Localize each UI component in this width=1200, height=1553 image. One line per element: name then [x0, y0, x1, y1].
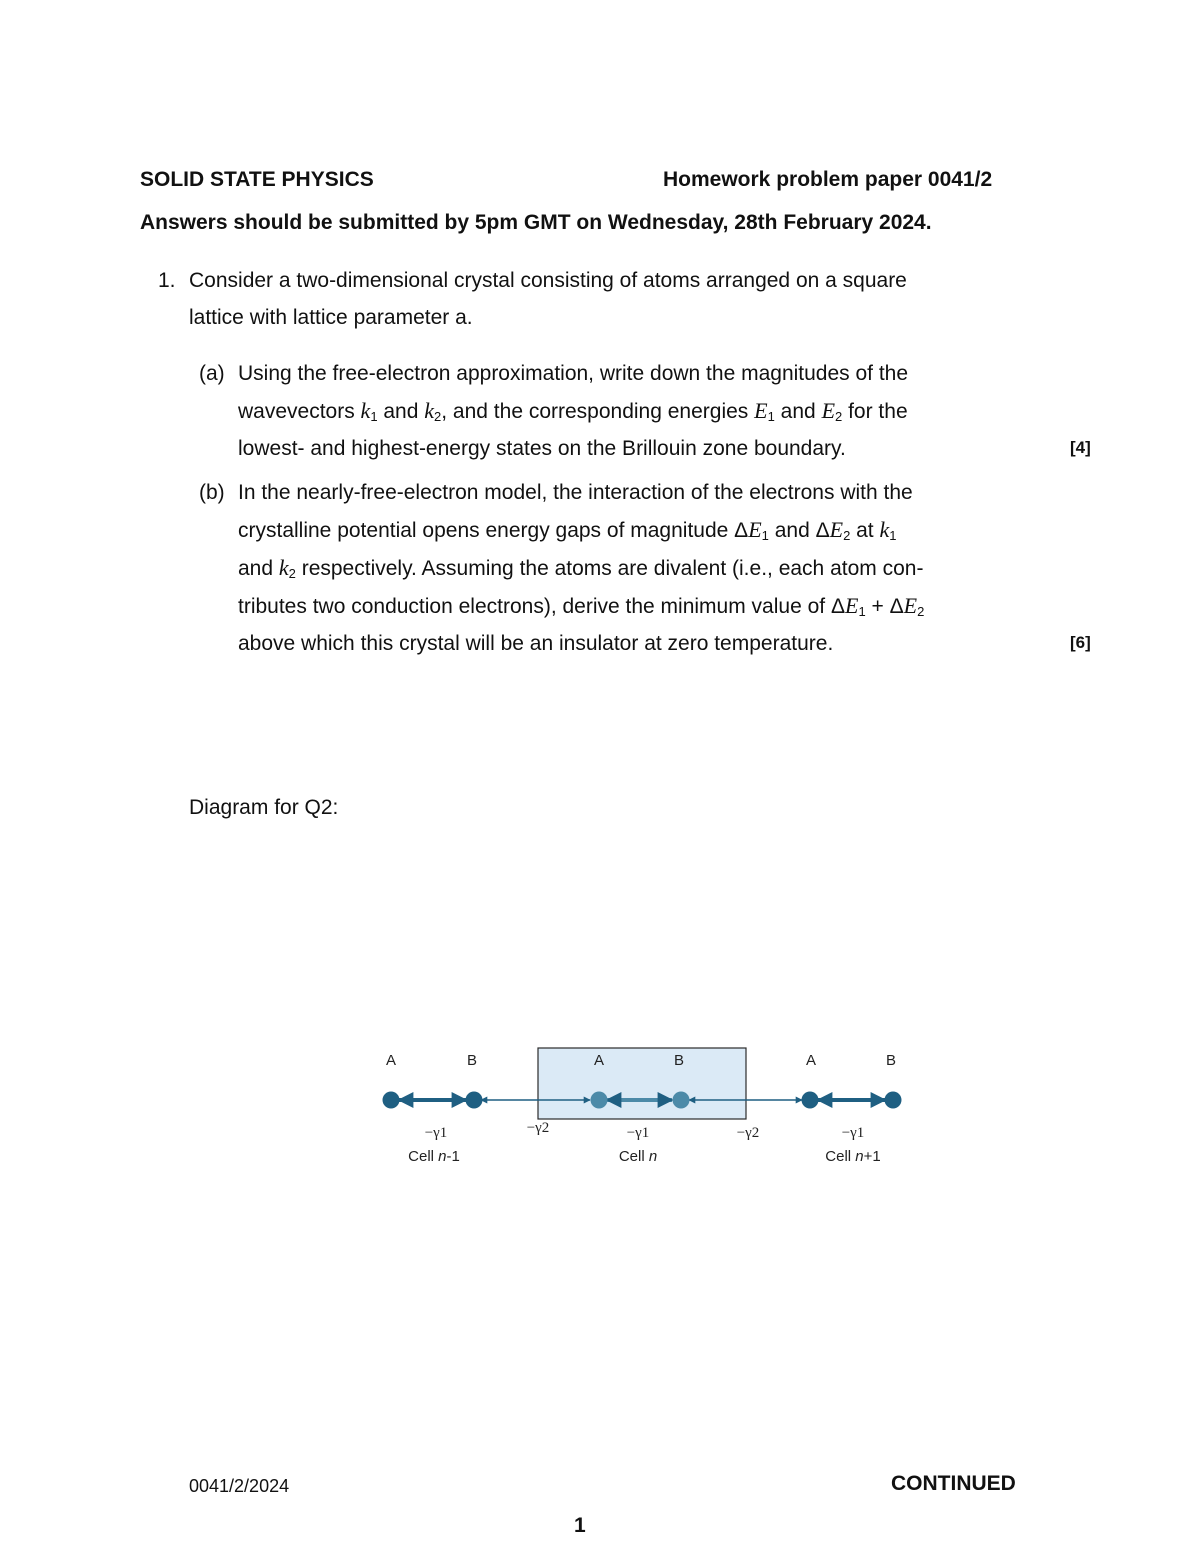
atom-a-center — [591, 1092, 608, 1109]
atom-b-center — [673, 1092, 690, 1109]
atom-a-right — [802, 1092, 819, 1109]
page-number: 1 — [574, 1514, 586, 1537]
hopping-label: −γ1 — [626, 1125, 650, 1141]
part-a-marks: [4] — [1070, 438, 1091, 457]
question-intro-line: Consider a two-dimensional crystal consisting of atoms arranged on a square — [189, 269, 907, 292]
part-b-line: above which this crystal will be an insulator at zero temperature. — [238, 632, 834, 655]
part-b-marks: [6] — [1070, 633, 1091, 652]
unit-cell-box — [538, 1048, 746, 1119]
question-intro-line: lattice with lattice parameter a. — [189, 306, 473, 329]
cell-label-center: Cell n — [618, 1148, 658, 1165]
question-number: 1. — [158, 269, 176, 292]
part-b-line: crystalline potential opens energy gaps of magnitude $\Delta E_1$ and $\Delta E_2$ at $k_1$ — [238, 517, 897, 543]
paper-title: Homework problem paper 0041/2 — [663, 168, 993, 191]
part-b-label: (b) — [199, 481, 225, 504]
part-a-label: (a) — [199, 362, 225, 385]
site-label: A — [593, 1052, 605, 1069]
footer-continued: CONTINUED — [891, 1472, 1016, 1495]
hopping-label: −γ1 — [424, 1125, 448, 1141]
cell-label-left: Cell n-1 — [408, 1148, 460, 1165]
atom-b-left — [466, 1092, 483, 1109]
part-b-line: and $k_2$ respectively. Assuming the atoms are divalent (i.e., each atom con- — [238, 555, 924, 581]
part-b-line: In the nearly-free-electron model, the interaction of the electrons with the — [238, 481, 913, 504]
diagram-caption: Diagram for Q2: — [189, 796, 339, 819]
deadline-text: Answers should be submitted by 5pm GMT on Wednesday, 28th February 2024. — [140, 211, 932, 234]
part-a-line: Using the free-electron approximation, write down the magnitudes of the — [238, 362, 909, 385]
part-a-line: lowest- and highest-energy states on the Brillouin zone boundary. — [238, 437, 846, 460]
atom-b-right — [885, 1092, 902, 1109]
site-label: B — [673, 1052, 685, 1069]
atom-a-left — [383, 1092, 400, 1109]
footer-code: 0041/2/2024 — [189, 1476, 290, 1496]
cell-label-right: Cell n+1 — [825, 1148, 881, 1165]
hopping-label: −γ2 — [736, 1125, 760, 1141]
hopping-label: −γ1 — [841, 1125, 865, 1141]
part-b-line: tributes two conduction electrons), derive the minimum value of $\Delta E_1 + \Delta E_2$ — [238, 593, 925, 619]
site-label: B — [885, 1052, 897, 1069]
hopping-label: −γ2 — [526, 1120, 550, 1136]
site-label: A — [805, 1052, 817, 1069]
part-a-line: wavevectors $k_1$ and $k_2$, and the corresponding energies $E_1$ and $E_2$ for the — [238, 398, 908, 424]
site-label: A — [385, 1052, 397, 1069]
site-label: B — [466, 1052, 478, 1069]
course-title: SOLID STATE PHYSICS — [140, 168, 374, 191]
